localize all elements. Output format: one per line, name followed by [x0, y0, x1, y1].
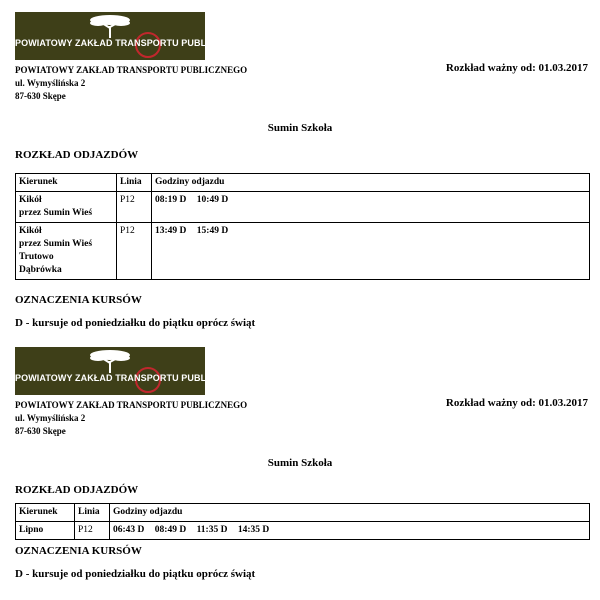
column-header-direction: Kierunek: [16, 504, 75, 522]
direction-cell: [16, 192, 117, 223]
direction-line: Lipno: [19, 525, 44, 535]
column-header-line: Linia: [75, 504, 110, 522]
direction-cell: [16, 223, 117, 280]
organization-address: [15, 64, 247, 103]
departure-table: [15, 503, 590, 540]
line-cell: P12: [75, 522, 110, 540]
organization-city: 87-630 Skępe: [15, 426, 66, 436]
departure-time: 06:43 D: [113, 525, 145, 535]
legend-text: D - kursuje od poniedziałku do piątku oprócz świąt: [15, 568, 256, 580]
logo-text: POWIATOWY ZAKŁAD TRANSPORTU PUBLICZNEGO: [15, 38, 248, 48]
valid-from-date: Rozkład ważny od: 01.03.2017: [445, 397, 588, 409]
logo-text: POWIATOWY ZAKŁAD TRANSPORTU PUBLICZNEGO: [15, 373, 248, 383]
departure-time: 10:49 D: [196, 195, 229, 205]
direction-line: przez Sumin Wieś: [19, 208, 93, 218]
departure-time: 11:35 D: [196, 525, 228, 535]
line-cell: P12: [117, 192, 152, 223]
departure-time: 13:49 D: [155, 226, 187, 236]
times-cell: [152, 223, 590, 280]
departure-time: 14:35 D: [237, 525, 270, 535]
departure-time: 08:49 D: [154, 525, 187, 535]
schedule-heading: ROZKŁAD ODJAZDÓW: [15, 149, 139, 161]
organization-address: [15, 399, 247, 438]
times-cell: [152, 192, 590, 223]
departure-table: [15, 173, 590, 280]
company-logo: [15, 347, 248, 395]
legend-text: D - kursuje od poniedziałku do piątku oprócz świąt: [15, 317, 256, 329]
table-row: [16, 223, 590, 280]
column-header-times: Godziny odjazdu: [152, 174, 590, 192]
departure-time: 08:19 D: [155, 195, 187, 205]
company-logo: [15, 12, 248, 60]
table-row: [16, 522, 590, 540]
direction-line: przez Sumin Wieś: [19, 239, 93, 249]
schedule-heading: ROZKŁAD ODJAZDÓW: [15, 484, 139, 496]
direction-cell: [16, 522, 75, 540]
organization-name: POWIATOWY ZAKŁAD TRANSPORTU PUBLICZNEGO: [15, 400, 248, 410]
direction-line: Kikół: [19, 195, 42, 205]
direction-line: Trutowo: [19, 252, 54, 262]
valid-from-date: Rozkład ważny od: 01.03.2017: [445, 62, 588, 74]
organization-name: POWIATOWY ZAKŁAD TRANSPORTU PUBLICZNEGO: [15, 65, 248, 75]
departure-time: 15:49 D: [196, 226, 229, 236]
organization-city: 87-630 Skępe: [15, 91, 66, 101]
table-header-row: [16, 174, 590, 192]
direction-line: Dąbrówka: [19, 265, 62, 275]
times-cell: [110, 522, 590, 540]
tree-logo-icon: [88, 349, 132, 373]
tree-logo-icon: [88, 14, 132, 38]
column-header-times: Godziny odjazdu: [110, 504, 590, 522]
column-header-direction: Kierunek: [16, 174, 117, 192]
table-row: [16, 192, 590, 223]
column-header-line: Linia: [117, 174, 152, 192]
legend-heading: OZNACZENIA KURSÓW: [15, 545, 142, 557]
direction-line: Kikół: [19, 226, 42, 236]
stop-name: Sumin Szkoła: [267, 457, 333, 469]
line-cell: P12: [117, 223, 152, 280]
legend-heading: OZNACZENIA KURSÓW: [15, 294, 142, 306]
table-header-row: [16, 504, 590, 522]
organization-street: ul. Wymyślińska 2: [15, 413, 86, 423]
stop-name: Sumin Szkoła: [267, 122, 333, 134]
organization-street: ul. Wymyślińska 2: [15, 78, 86, 88]
